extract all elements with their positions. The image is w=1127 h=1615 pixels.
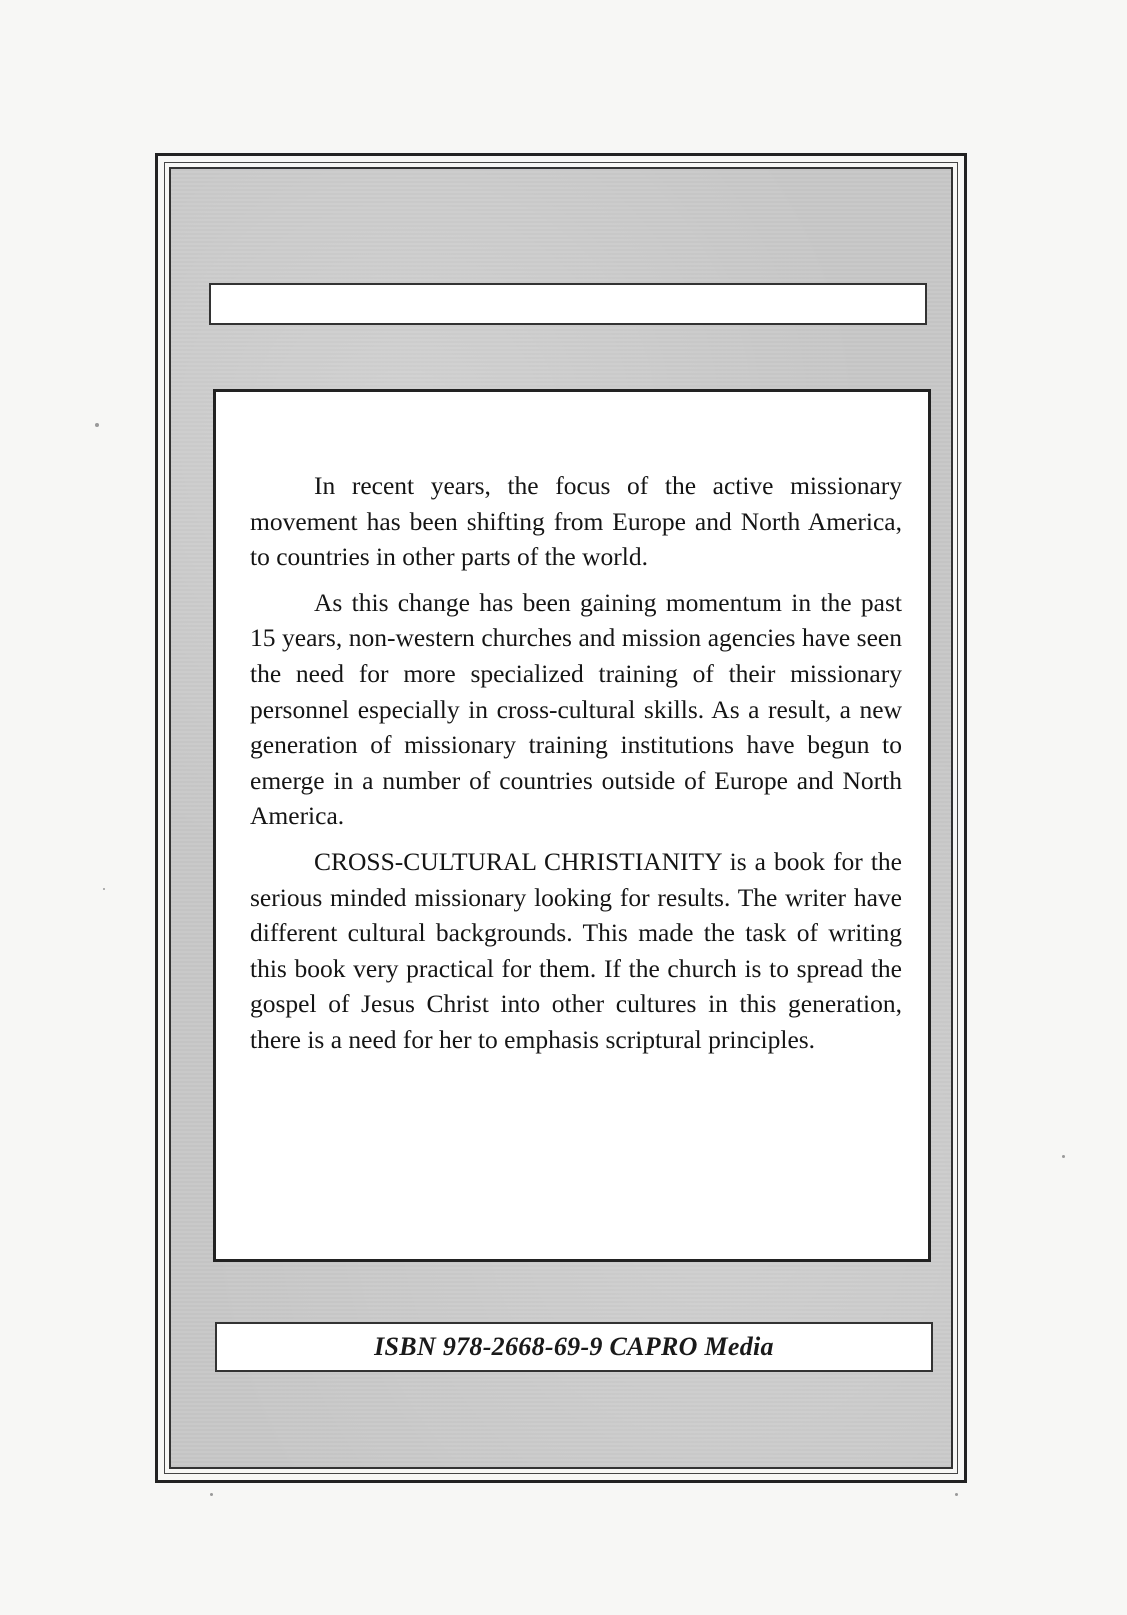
isbn-bar <box>215 1322 933 1372</box>
blurb-paragraph-1: In recent years, the focus of the active missionary movement has been shifting from Europe and North America, to countries in other parts of the world. <box>250 471 902 572</box>
scan-speck <box>95 423 99 427</box>
blurb-paragraph-2: As this change has been gaining momentum in the past 15 years, non-western churches and mission agencies have seen the need for more specialized training of their missionary personnel especially in cross-cultural skills. As a result, a new generation of missionary training institutions have begun to emerge in a number of countries outside of Europe and North America. <box>250 587 902 831</box>
inner-frame <box>169 167 953 1469</box>
scan-speck <box>1062 1155 1065 1158</box>
blurb-paragraph-3: CROSS-CULTURAL CHRISTIANITY is a book for the serious minded missionary looking for results. The writer have different cultural backgrounds. This made the task of writing this book very practical for them. If the church is to spread the gospel of Jesus Christ into other cultures in this generation, there is a need for her to emphasis scriptural principles. <box>250 846 902 1054</box>
blurb-panel <box>213 389 931 1262</box>
scan-speck <box>955 1493 958 1496</box>
scan-speck <box>210 1493 213 1496</box>
title-bar <box>209 283 927 325</box>
outer-frame <box>155 153 967 1483</box>
scan-speck <box>103 888 105 890</box>
isbn-text: ISBN 978-2668-69-9 CAPRO Media <box>374 1332 774 1361</box>
blurb-text <box>250 468 902 1068</box>
middle-frame <box>164 162 958 1474</box>
